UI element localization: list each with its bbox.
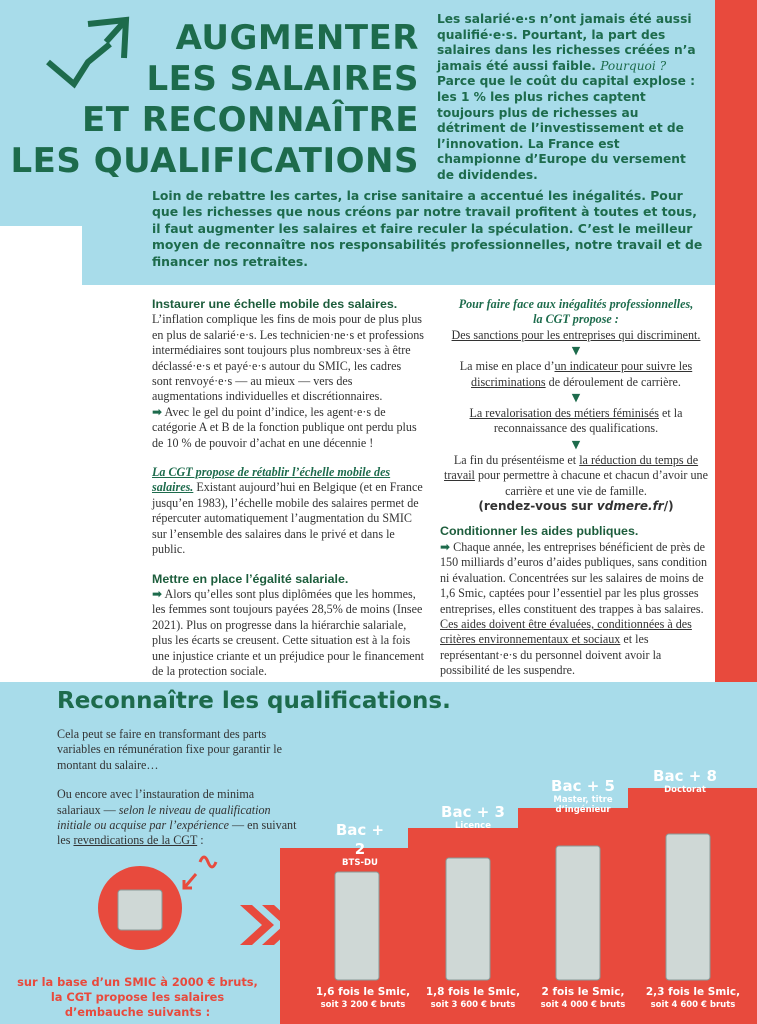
level-label: Bac + 5 xyxy=(551,777,615,795)
arrow-icon: ➡ xyxy=(152,586,163,601)
proposal-item: Des sanctions pour les entreprises qui discriminent. xyxy=(451,327,701,342)
level-sub: BTS-DU xyxy=(342,858,378,868)
paragraph-text: Chaque année, les entreprises bénéficient de près de 150 milliards d’euros d’aides publiques, sans condition ni évaluation. Concentrées sur les salaires de moins de 1,6 Smic, captées pour l’essentiel par les plus grosses entreprises, elles constituent des trappes à bas salaires. xyxy=(440,539,708,616)
intro-text-2: Parce que le coût du capital explose : les 1 % les plus riches captent toujours plus de richesses au détriment de l’investissement et de l’innovation. La France est championne d’Europe du versement de dividendes. xyxy=(437,74,696,182)
level-sub: Master, titre d’ingénieur xyxy=(553,795,613,815)
level-label: Bac + 8 xyxy=(653,767,717,785)
salary-bac2 xyxy=(308,985,418,1011)
text-underlined: La revalorisation des métiers féminisés xyxy=(469,406,659,421)
salary-multiplier: 1,6 fois le Smic, xyxy=(315,986,411,998)
salary-bac8 xyxy=(638,985,748,1011)
text: — en suivant les xyxy=(57,818,297,848)
down-triangle-icon: ▼ xyxy=(571,437,581,451)
intro-question: Pourquoi ? xyxy=(600,58,667,73)
level-sub: Licence xyxy=(455,821,491,831)
text: La mise en place d’ xyxy=(459,359,555,374)
text: pour permettre à chacune et chacun d’avoir une carrière et une vie de famille. xyxy=(474,468,708,498)
paragraph xyxy=(57,787,297,849)
text-underlined: revendications de la CGT xyxy=(73,833,198,848)
title-line: ET RECONNAÎTRE xyxy=(82,100,419,140)
text: vdmere.fr xyxy=(596,499,664,514)
level-bac8 xyxy=(650,766,720,795)
salary-amount: soit 3 600 € bruts xyxy=(430,1000,516,1010)
paragraph: Cela peut se faire en transformant des parts variables en rémunération fixe pour garantir le montant du salaire… xyxy=(57,727,282,772)
base-note: sur la base d’un SMIC à 2000 € bruts, la CGT propose les salaires d’embauche suivants : xyxy=(17,975,258,1019)
proposal-intro-line: Pour faire face aux inégalités professionnelles, xyxy=(458,297,694,311)
text: de déroulement de carrière. xyxy=(545,374,681,389)
heading-mobile-scale: Instaurer une échelle mobile des salaires. xyxy=(152,297,398,311)
paragraph: L’inflation complique les fins de mois pour de plus plus en plus de salarié·e·s. Les technicien·ne·s et professions intermédiaires sont toujours plus nombreux·ses à être déclassé·e·s et payé·e·s autour du SMIC, les cadres sont renvoyé·e·s — au mieux — vers des augmentations individuelles et discrétionnaires. xyxy=(152,312,425,404)
salary-bac5 xyxy=(528,985,638,1011)
heading-public-aid: Conditionner les aides publiques. xyxy=(440,524,639,539)
heading-equality: Mettre en place l’égalité salariale. xyxy=(152,571,349,586)
down-triangle-icon: ▼ xyxy=(571,344,581,358)
salary-multiplier: 2 fois le Smic, xyxy=(541,986,625,998)
paragraph-text: Avec le gel du point d’indice, les agent·e·s de catégorie A et B de la fonction publique ont perdu plus de 10 % de pouvoir d’achat en une décennie ! xyxy=(152,404,417,450)
text: /) xyxy=(663,499,674,514)
intro-main-text: Loin de rebattre les cartes, la crise sanitaire a accentué les inégalités. Pour que les richesses que nous créons par notre travail profitent à toutes et tous, il faut augmenter les salaires et faire reculer la spéculation. C’est le meilleur moyen de reconnaître nos responsabilités professionnelles, notre travail et de financer nos retraites. xyxy=(152,188,703,269)
text: Ou encore avec l’instauration de minima salariaux — xyxy=(57,787,255,817)
title-line: LES SALAIRES xyxy=(146,59,419,99)
level-bac2 xyxy=(330,820,390,868)
salary-amount: soit 4 600 € bruts xyxy=(650,1000,736,1010)
section-title: Reconnaître les qualifications. xyxy=(57,688,451,714)
arrow-icon: ➡ xyxy=(152,404,163,419)
title-line: AUGMENTER xyxy=(175,18,419,58)
text-italic: selon le niveau de qualification initiale ou acquise par l’expérience xyxy=(57,802,271,833)
text: La fin du présentéisme et xyxy=(453,452,580,467)
level-bac3 xyxy=(438,802,508,831)
title-line: LES QUALIFICATIONS xyxy=(10,141,419,181)
section-text xyxy=(57,727,297,849)
salary-amount: soit 3 200 € bruts xyxy=(320,1000,406,1010)
text-underlined: un indicateur pour suivre les discriminations xyxy=(471,359,693,389)
text: et la reconnaissance des qualifications. xyxy=(493,406,683,436)
proposal-intro-line: la CGT propose : xyxy=(533,312,619,327)
text: et les représentant·e·s du personnel doivent avoir la possibilité de les suspendre. xyxy=(440,632,662,678)
level-label: Bac + 3 xyxy=(441,803,505,821)
salary-multiplier: 1,8 fois le Smic, xyxy=(425,986,521,998)
paragraph-text: Existant aujourd’hui en Belgique (et en France jusqu’en 1983), l’échelle mobile des salaires permet de répercuter automatiquement l’augmentation du SMIC sur l’ensemble des salaires dans le privé et dans le public. xyxy=(152,480,423,557)
level-sub: Doctorat xyxy=(664,785,706,795)
salary-bac3 xyxy=(418,985,528,1011)
text: (rendez-vous sur xyxy=(478,499,597,514)
text-underlined: la réduction du temps de travail xyxy=(444,452,699,483)
level-bac5 xyxy=(528,776,638,815)
infinity-icon xyxy=(200,857,216,867)
down-triangle-icon: ▼ xyxy=(571,391,581,405)
arrow-icon: ➡ xyxy=(440,539,451,554)
text: : xyxy=(197,833,204,848)
level-label: Bac + 2 xyxy=(335,821,385,858)
paragraph-text: Alors qu’elles sont plus diplômées que les hommes, les femmes sont toujours payées 28,5% de moins (Insee 2021). Plus on progresse dans la hiérarchie salariale, plus les écarts se creusent. Cette situation est à la fois une injustice criante et un préjudice pour le financement de la protection sociale. xyxy=(152,586,424,678)
text-underlined: Ces aides doivent être évaluées, conditionnées à des critères environnementaux et sociaux xyxy=(440,616,692,647)
intro-text: Les salarié·e·s n’ont jamais été aussi qualifié·e·s. Pourtant, la part des salaires dans les richesses créées n’a jamais été aussi faible. xyxy=(437,12,696,73)
salary-multiplier: 2,3 fois le Smic, xyxy=(645,986,741,998)
cgt-proposal: La CGT propose de rétablir l’échelle mobile des salaires. xyxy=(152,465,391,495)
salary-amount: soit 4 000 € bruts xyxy=(540,1000,626,1010)
